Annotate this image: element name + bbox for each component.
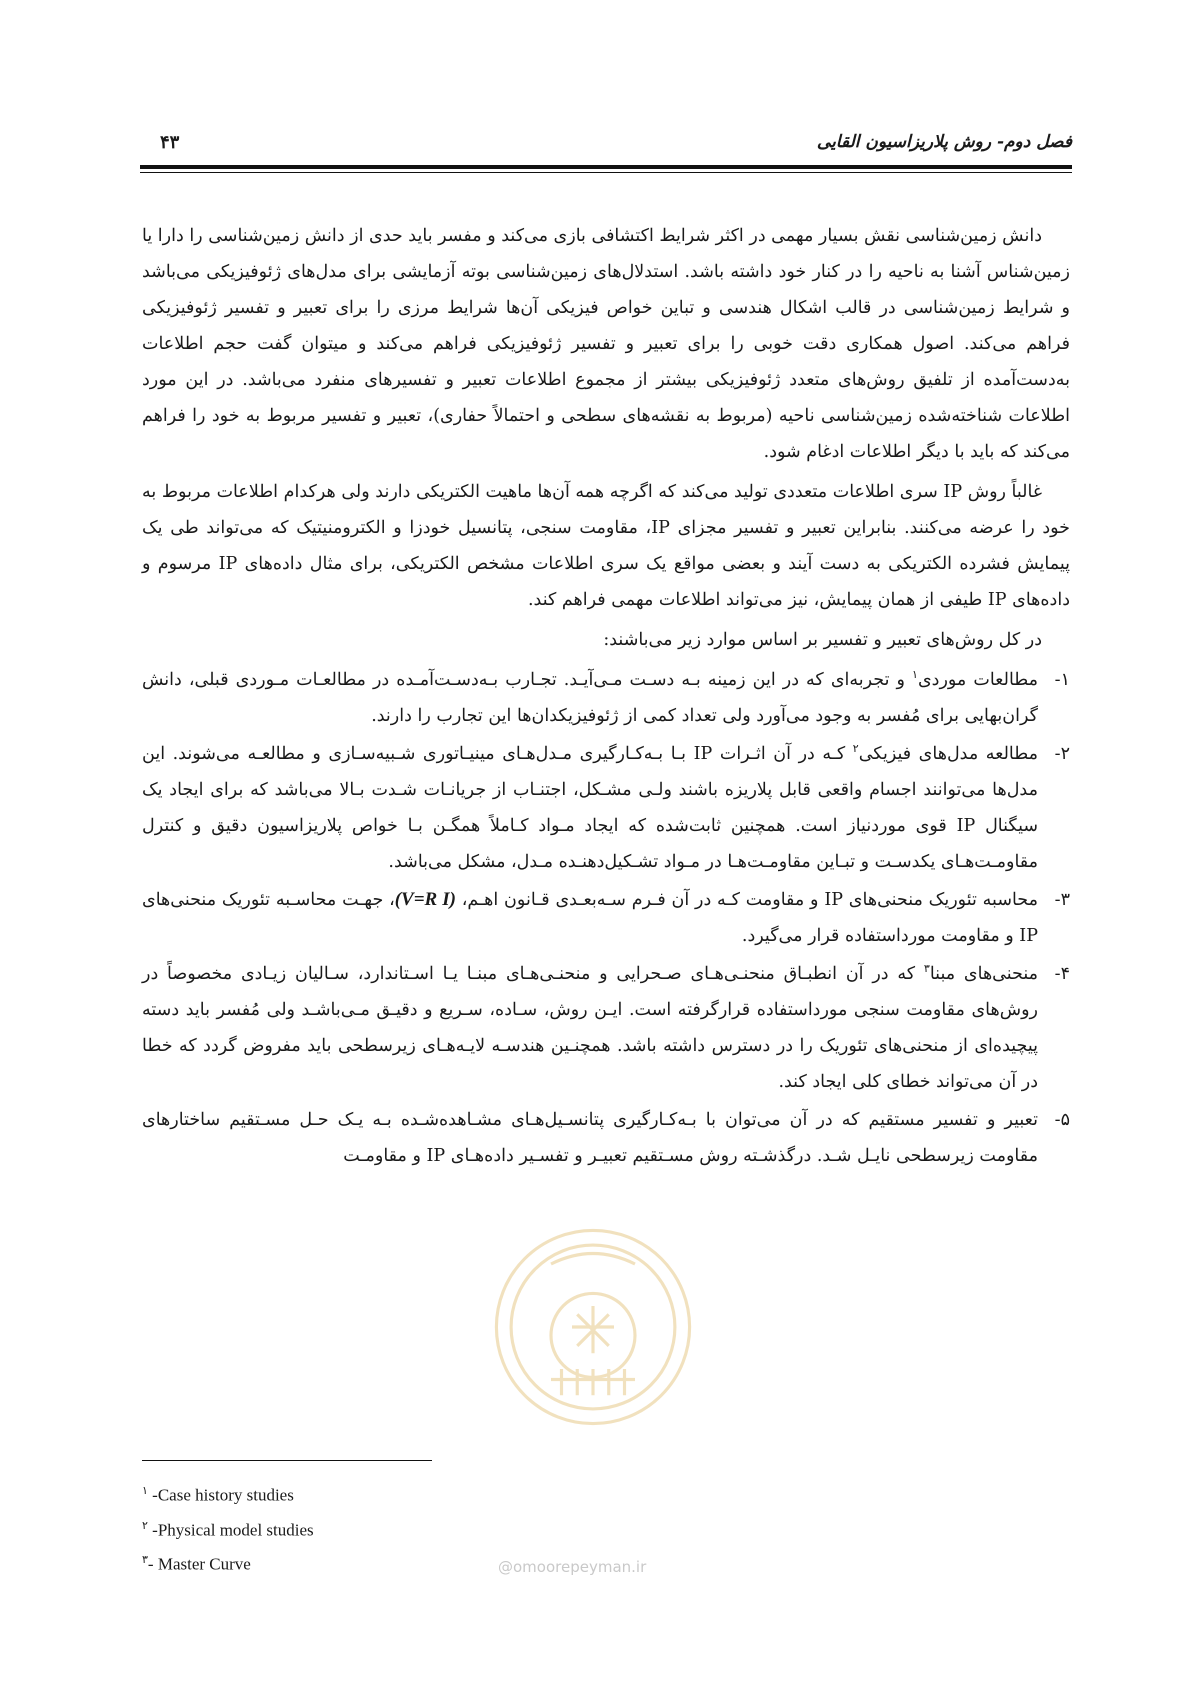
- item-text: تعبیر و تفسیر مستقیم که در آن می‌توان با بـه‌کـارگیری پتانسـیل‌هـای مشـاهده‌شـده بـه یـک حـل مسـتقیم ساختارهای مقاومت زیرسطحی نایـل شـد. درگذشـته روش مسـتقیم تعبیـر و تفسـیر داده‌هـای IP و مقاومـت: [142, 1110, 1038, 1166]
- footnote: [142, 1545, 542, 1580]
- footnote-mark: ۲: [142, 1519, 148, 1532]
- header-rule-thin: [140, 172, 1072, 173]
- item-text: محاسبه تئوریک منحنی‌های IP و مقاومت کـه در آن فـرم سـه‌بعـدی قـانون اهـم،: [455, 890, 1038, 910]
- item-text: که در آن انطبـاق منحنـی‌هـای صـحرایی و منحنـی‌هـای مبنـا یـا اسـتاندارد، سـالیان زیـادی مخصوصاً در روش‌های مقاومت سنجی مورداستفاده قرارگرفته است. ایـن روش، سـاده، سـریع و دقیـق مـی‌باشـد ولی مُفسر باید دسته پیچیده‌ای از منحنی‌های تئوریک را در دسترس داشته باشد. همچنـین هندسـه لایـه‌هـای زیرسطحی باید مفروض گردد که خطا در آن می‌تواند خطای کلی ایجاد کند.: [142, 964, 1038, 1092]
- footnote-ref: ۱: [912, 668, 918, 682]
- page-header: [140, 128, 1072, 160]
- list-number: ۵-: [1054, 1110, 1070, 1130]
- footnote-mark: ۳: [142, 1554, 148, 1567]
- body-text: [142, 218, 1070, 1176]
- list-item: [142, 662, 1070, 734]
- ohm-law-equation: (V=R I): [394, 889, 456, 910]
- item-text: و تجربه‌ای که در این زمینه بـه دسـت مـی‌آیـد. تجـارب بـه‌دسـت‌آمـده در مطالعـات مـوردی قبلی، دانش گران‌بهایی برای مُفسر به وجود می‌آورد ولی تعداد کمی از ژئوفیزیکدان‌ها این تجارب را دارند.: [142, 670, 1038, 726]
- item-text: مطالعه مدل‌های فیزیکی: [858, 744, 1038, 764]
- list-number: ۳-: [1054, 890, 1070, 910]
- watermark-site: @omoorepeyman.ir: [498, 1558, 647, 1576]
- item-text: ، جهـت محاسـبه تئوریک منحنی‌های IP و مقاومت مورداستفاده قرار می‌گیرد.: [142, 890, 1038, 946]
- page-number: ۴۳: [160, 132, 180, 153]
- item-text: کـه در آن اثـرات IP بـا بـه‌کـارگیری مـدل‌هـای مینیـاتوری شـبیه‌سـازی و مطالعـه می‌شوند. این مدل‌ها می‌توانند اجسام واقعی قابل پلاریزه باشند ولـی مشـکل، اجتنـاب از جریانـات شـدت بـالا می‌باشد که برای ایجاد یک سیگنال IP قوی موردنیاز است. همچنین ثابت‌شده که ایجاد مـواد کـاملاً همگـن بـا خواص پلاریزاسیون دقیق و کنترل مقاومـت‌هـای یکدسـت و تبـاین مقاومـت‌هـا در مـواد تشـکیل‌دهنـده مـدل، مشکل می‌باشد.: [142, 744, 1039, 872]
- footnote-text: - Master Curve: [147, 1554, 251, 1574]
- watermark-seal-icon: [488, 1222, 698, 1432]
- footnote: [142, 1511, 542, 1546]
- footnote: [142, 1476, 542, 1511]
- item-text: مطالعات موردی: [917, 670, 1039, 690]
- footnote-mark: ۱: [142, 1485, 148, 1497]
- list-number: ۴-: [1054, 964, 1070, 984]
- footnote-text: -Physical model studies: [147, 1520, 314, 1540]
- method-list: [142, 662, 1070, 1174]
- item-text: منحنی‌های مبنا: [929, 964, 1038, 984]
- footnote-ref: ۳: [923, 962, 930, 976]
- chapter-title: فصل دوم- روش پلاریزاسیون القایی: [816, 132, 1072, 152]
- list-number: ۲-: [1054, 744, 1070, 764]
- paragraph: غالباً روش IP سری اطلاعات متعددی تولید می‌کند که اگرچه همه آن‌ها ماهیت الکتریکی دارند ولی هرکدام اطلاعات مربوط به خود را عرضه می‌کنند. بنابراین تعبیر و تفسیر مجزای IP، مقاومت سنجی، پتانسیل خودزا و الکترومنیتیک که می‌تواند طی یک پیمایش فشرده الکتریکی به دست آیند و بعضی مواقع یک سری اطلاعات مشخص الکتریکی، برای مثال داده‌های IP مرسوم و داده‌های IP طیفی از همان پیمایش، نیز می‌تواند اطلاعات مهمی فراهم کند.: [142, 482, 1070, 610]
- footnote-ref: ۲: [852, 742, 859, 756]
- list-number: ۱-: [1054, 670, 1070, 690]
- paragraph: در کل روش‌های تعبیر و تفسیر بر اساس موارد زیر می‌باشند:: [603, 630, 1042, 650]
- list-item: [142, 736, 1070, 880]
- footnotes: [142, 1476, 542, 1580]
- footnote-rule: [142, 1460, 432, 1461]
- list-item: [142, 882, 1070, 954]
- list-item: [142, 956, 1070, 1100]
- footnote-text: -Case history studies: [147, 1485, 294, 1505]
- header-rule-thick: [140, 165, 1072, 169]
- list-item: [142, 1102, 1070, 1174]
- paragraph: دانش زمین‌شناسی نقش بسیار مهمی در اکثر شرایط اکتشافی بازی می‌کند و مفسر باید حدی از دانش زمین‌شناسی را دارا یا زمین‌شناس آشنا به ناحیه را در کنار خود داشته باشد. استدلال‌های زمین‌شناسی بوته آزمایشی برای مدل‌های ژئوفیزیکی می‌باشد و شرایط زمین‌شناسی در قالب اشکال هندسی و تباین خواص فیزیکی آن‌ها شرایط مرزی را برای تعبیر و تفسیر ژئوفیزیکی فراهم می‌کند. اصول همکاری دقت خوبی را برای تعبیر و تفسیر ژئوفیزیکی فراهم می‌کند و میتوان گفت حجم اطلاعات به‌دست‌آمده از تلفیق روش‌های متعدد ژئوفیزیکی بیشتر از مجموع اطلاعات تعبیر و تفسیرهای منفرد می‌باشد. در این مورد اطلاعات شناخته‌شده زمین‌شناسی ناحیه (مربوط به نقشه‌های سطحی و احتمالاً حفاری)، تعبیر و تفسیر مربوط به خود را فراهم می‌کند که باید با دیگر اطلاعات ادغام شود.: [142, 226, 1070, 462]
